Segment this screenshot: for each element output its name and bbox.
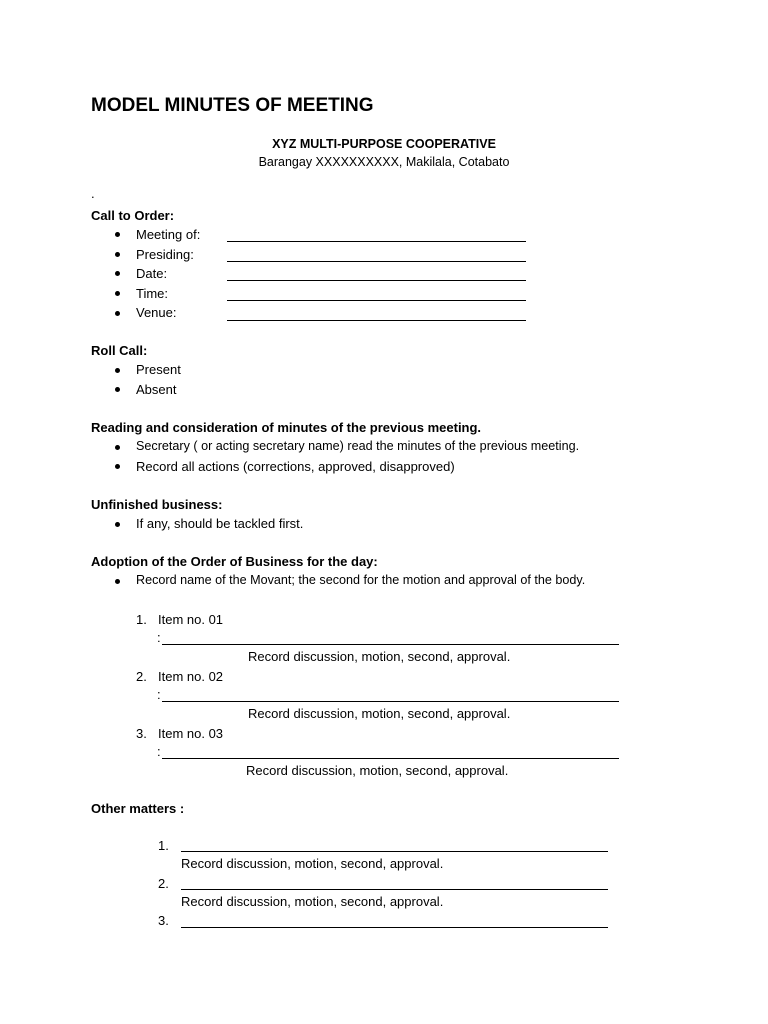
call-to-order-heading: Call to Order:	[91, 208, 175, 223]
field-time-label: Time:	[136, 286, 169, 301]
agenda-note: Record discussion, motion, second, approval.	[246, 763, 509, 778]
agenda-note: Record discussion, motion, second, approval.	[248, 706, 511, 721]
agenda-note: Record discussion, motion, second, approval.	[248, 649, 511, 664]
field-presiding-line[interactable]	[227, 261, 526, 262]
agenda-number: 3.	[136, 726, 147, 741]
bullet-icon	[115, 252, 120, 257]
organization-name: XYZ MULTI-PURPOSE COOPERATIVE	[272, 137, 496, 151]
bullet-icon	[115, 579, 120, 584]
other-matter-1-line[interactable]	[181, 851, 608, 852]
agenda-number: 2.	[136, 669, 147, 684]
bullet-icon	[115, 271, 120, 276]
agenda-number: 1.	[136, 612, 147, 627]
other-matter-note: Record discussion, motion, second, approval.	[181, 894, 444, 909]
bullet-icon	[115, 311, 120, 316]
list-item: If any, should be tackled first.	[136, 516, 304, 531]
agenda-colon: :	[157, 744, 161, 759]
field-date-line[interactable]	[227, 280, 526, 281]
list-item: Present	[136, 362, 181, 377]
other-matter-number: 2.	[158, 876, 169, 891]
reading-heading: Reading and consideration of minutes of the previous meeting.	[91, 420, 482, 435]
list-item: Secretary ( or acting secretary name) read the minutes of the previous meeting.	[136, 439, 580, 453]
field-venue-line[interactable]	[227, 320, 526, 321]
bullet-icon	[115, 445, 120, 450]
agenda-item-label: Item no. 01	[158, 612, 224, 627]
adoption-heading: Adoption of the Order of Business for the day:	[91, 554, 378, 569]
field-time-line[interactable]	[227, 300, 526, 301]
bullet-icon	[115, 232, 120, 237]
bullet-icon	[115, 464, 120, 469]
field-date-label: Date:	[136, 266, 168, 281]
bullet-icon	[115, 291, 120, 296]
other-matter-number: 1.	[158, 838, 169, 853]
bullet-icon	[115, 387, 120, 392]
unfinished-business-heading: Unfinished business:	[91, 497, 223, 512]
agenda-item-label: Item no. 02	[158, 669, 224, 684]
other-matters-heading: Other matters :	[91, 801, 185, 816]
agenda-item-1-line[interactable]	[162, 644, 619, 645]
agenda-item-label: Item no. 03	[158, 726, 224, 741]
other-matter-number: 3.	[158, 913, 169, 928]
bullet-icon	[115, 368, 120, 373]
other-matter-2-line[interactable]	[181, 889, 608, 890]
list-item: Record all actions (corrections, approved, disapproved)	[136, 459, 455, 474]
organization-address: Barangay XXXXXXXXXX, Makilala, Cotabato	[258, 155, 510, 169]
roll-call-heading: Roll Call:	[91, 343, 148, 358]
page-title: MODEL MINUTES OF MEETING	[91, 95, 374, 116]
bullet-icon	[115, 522, 120, 527]
other-matter-3-line[interactable]	[181, 927, 608, 928]
agenda-colon: :	[157, 630, 161, 645]
stray-mark: .	[91, 186, 95, 201]
other-matter-note: Record discussion, motion, second, approval.	[181, 856, 444, 871]
field-meeting-of-line[interactable]	[227, 241, 526, 242]
list-item: Absent	[136, 382, 177, 397]
field-presiding-label: Presiding:	[136, 247, 194, 262]
field-meeting-of-label: Meeting of:	[136, 227, 201, 242]
agenda-colon: :	[157, 687, 161, 702]
list-item: Record name of the Movant; the second for the motion and approval of the body.	[136, 573, 586, 587]
agenda-item-2-line[interactable]	[162, 701, 619, 702]
field-venue-label: Venue:	[136, 305, 177, 320]
agenda-item-3-line[interactable]	[162, 758, 619, 759]
